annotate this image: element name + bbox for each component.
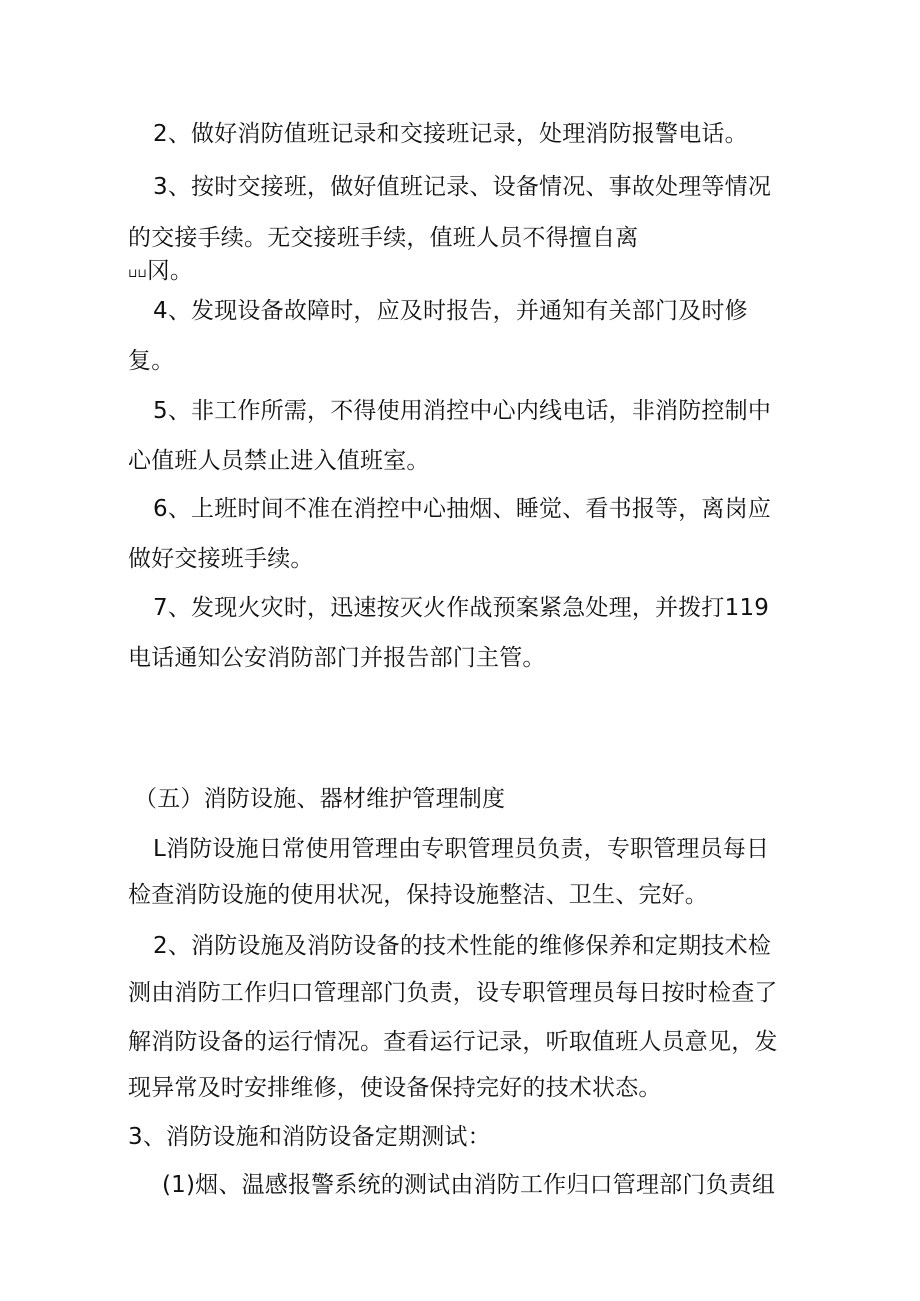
text-line-9: 6、上班时间不准在消控中心抽烟、睡觉、看书报等，离岗应 <box>153 496 772 522</box>
text-line-2: 3、按时交接班，做好值班记录、设备情况、事故处理等情况 <box>153 174 772 200</box>
text-line-3: 的交接手续。无交接班手续，值班人员不得擅自离 <box>128 225 639 251</box>
text-line-7: 5、非工作所需，不得使用消控中心内线电话，非消防控制中 <box>153 398 772 424</box>
text-line-16: 2、消防设施及消防设备的技术性能的维修保养和定期技术检 <box>153 933 772 959</box>
text-line-19: 现异常及时安排维修，使设备保持完好的技术状态。 <box>128 1075 662 1101</box>
broken-glyph: ⊔⊔ <box>128 266 147 280</box>
text-line-21: (1)烟、温感报警系统的测试由消防工作归口管理部门负责组 <box>162 1172 776 1198</box>
text-line-5: 4、发现设备故障时，应及时报告，并通知有关部门及时修 <box>153 298 748 324</box>
text-line-14: L消防设施日常使用管理由专职管理员负责，专职管理员每日 <box>153 836 770 862</box>
text-line-4 <box>128 256 193 288</box>
text-line-12: 电话通知公安消防部门并报告部门主管。 <box>128 645 546 671</box>
section-heading: （五）消防设施、器材维护管理制度 <box>134 786 506 812</box>
text-line-11: 7、发现火灾时，迅速按灭火作战预案紧急处理，并拨打119 <box>153 595 770 621</box>
text-line-6: 复。 <box>128 348 175 374</box>
text-line-8: 心值班人员禁止进入值班室。 <box>128 448 430 474</box>
broken-glyph-tail: 冈。 <box>146 258 194 284</box>
text-line-15: 检查消防设施的使用状况，保持设施整洁、卫生、完好。 <box>128 882 708 908</box>
text-line-10: 做好交接班手续。 <box>128 546 314 572</box>
text-line-17: 测由消防工作归口管理部门负责，设专职管理员每日按时检查了 <box>128 980 778 1006</box>
text-line-1: 2、做好消防值班记录和交接班记录，处理消防报警电话。 <box>153 121 748 147</box>
text-line-20: 3、消防设施和消防设备定期测试： <box>128 1124 491 1150</box>
text-line-18: 解消防设备的运行情况。查看运行记录，听取值班人员意见，发 <box>128 1029 778 1055</box>
